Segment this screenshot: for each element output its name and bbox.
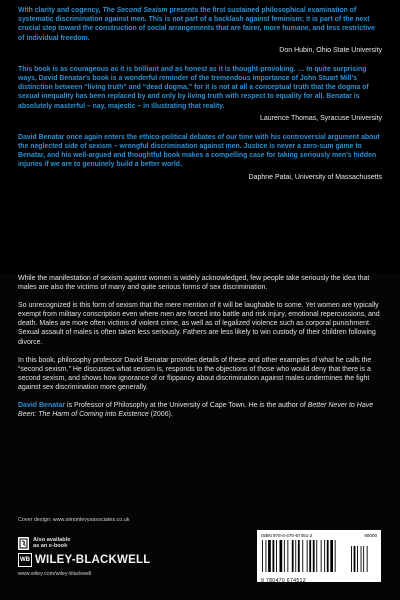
- publisher-url: www.wiley.com/wiley-blackwell: [18, 571, 92, 577]
- cover-design-credit: Cover design: www.simonlevyassociates.co.uk: [18, 517, 130, 523]
- ebook-availability: [18, 535, 70, 551]
- attribution-patai: Daphne Patai, University of Massachusetts: [248, 173, 382, 181]
- isbn-barcode: [257, 530, 381, 582]
- author-name: David Benatar: [18, 402, 66, 410]
- publisher-mark-icon: WB: [18, 553, 32, 567]
- publisher-name: WILEY-BLACKWELL: [35, 554, 151, 566]
- description-paragraph-1: While the manifestation of sexism against women is widely acknowledged, few people take seriously the idea that males are also the victims of many and quite serious forms of sex discrimination.: [18, 275, 370, 292]
- book-description: [0, 274, 400, 419]
- isbn-label: ISBN 978-0-470-67451-2: [261, 533, 313, 538]
- other-book-title: Better Never to Have Been: The Harm of Coming into Existence: [18, 402, 374, 419]
- review-blurbs: [0, 0, 400, 274]
- ebook-line-2: as an e-book: [33, 543, 68, 549]
- price-code: 90000: [364, 533, 377, 538]
- publisher-logo: [18, 553, 150, 567]
- ebook-icon: [18, 537, 29, 550]
- ebook-line-1: Also available: [33, 536, 71, 543]
- blurb-thomas: This book is as courageous as it is brilliant and as honest as it is thought-provoking. … In quite surprising ways, David Benatar's book is a wonderful reminder of the tremendous importance of John Stuart Mill's distinction between “living truth” and “dead dogma,” for it is not at all a conceptual truth that the dogma of sexual inequality has been replaced by and only by living truth with respect to equality for all. Benatar is absolutely masterful – nay, majestic – in illustrating that reality.: [18, 65, 369, 110]
- barcode-bars-icon: [261, 540, 377, 572]
- blurb-patai: David Benatar once again enters the ethico-political debates of our time with his controversial argument about the neglected side of sexism – wrongful discrimination against men. Justice is never a zero-sum game to Benatar, and his well-argued and thoughtful book makes a compelling case for taking seriously men's hidden injuries if we are to genuinely build a better world.: [18, 133, 380, 169]
- barcode-digits: 9 780470 674512: [261, 578, 306, 584]
- blurb-hubin: With clarity and cogency, The Second Sexism presents the first sustained philosophical examination of systematic discrimination against men. This is not part of a backlash against feminism; it is part of the next crucial step toward the construction of social arrangements that are fairer, more humane, and less restrictive of individual freedom.: [18, 7, 375, 42]
- attribution-hubin: Don Hubin, Ohio State University: [279, 46, 382, 54]
- author-bio: David Benatar is Professor of Philosophy at the University of Cape Town. He is the author of Better Never to Have Been: The Harm of Coming into Existence (2006).: [18, 402, 374, 419]
- description-paragraph-2: So unrecognized is this form of sexism that the mere mention of it will be laughable to some. Yet women are typically exempt from military conscription even where men are forced into battle and risk injury, emotional repercussions, and death. Males are more often victims of violent crime, as well as of legalized violence such as corporal punishment. Sexual assault of males is often taken less seriously. Fathers are less likely to win custody of their children following divorce.: [18, 302, 380, 346]
- description-paragraph-3: In this book, philosophy professor David Benatar provides details of these and other examples of what he calls the “second sexism.” He discusses what sexism is, responds to the objections of those who would deny that there is a second sexism, and shows how ignorance of or flippancy about discrimination against males undermines the fight against sex discrimination more generally.: [18, 356, 372, 391]
- book-title: The Second Sexism: [102, 7, 168, 14]
- attribution-thomas: Laurence Thomas, Syracuse University: [259, 114, 382, 122]
